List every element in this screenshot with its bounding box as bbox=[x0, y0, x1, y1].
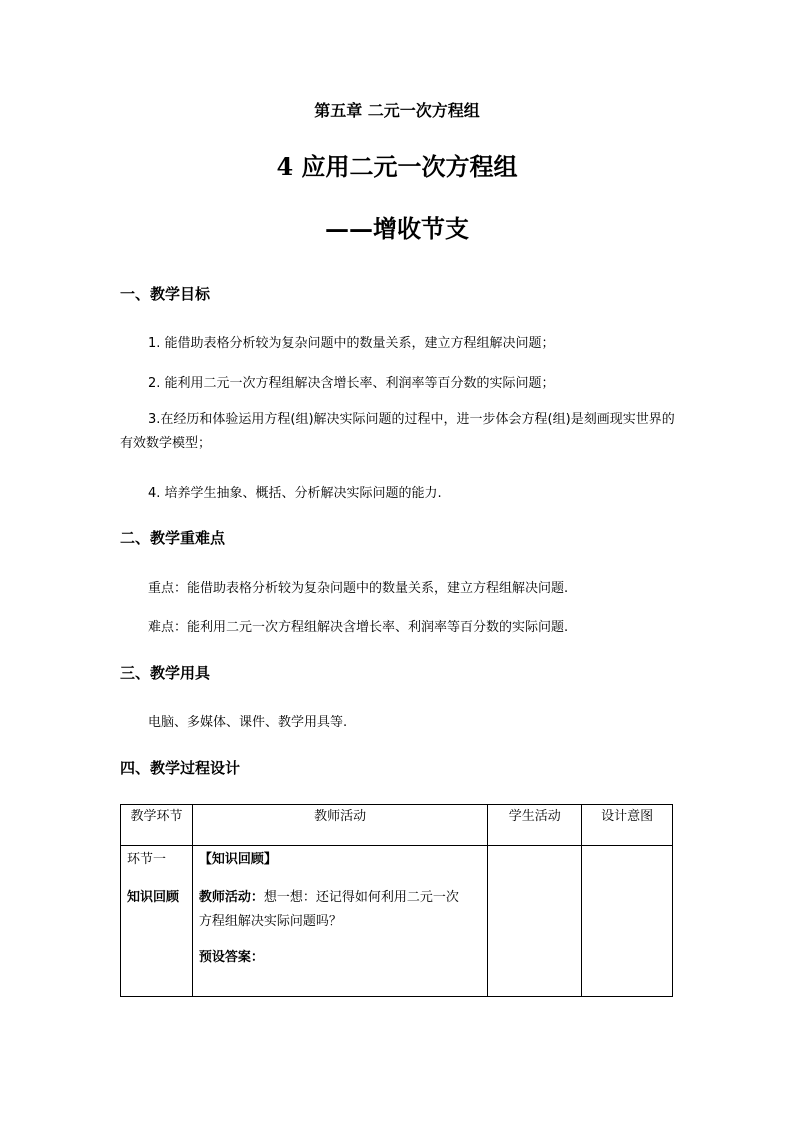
section-heading-goals: 一、教学目标 bbox=[120, 285, 211, 303]
preset-answer-label: 预设答案： bbox=[198, 950, 264, 965]
goal-item-3: 3.在经历和体验运用方程(组)解决实际问题的过程中，进一步体会方程(组)是刻画现实世界的有效数学模型； bbox=[120, 412, 675, 451]
table-row bbox=[121, 846, 673, 997]
table-header-row bbox=[121, 805, 673, 846]
header-student-activity: 学生活动 bbox=[488, 805, 582, 846]
section-heading-process: 四、教学过程设计 bbox=[120, 759, 241, 777]
stage-name: 知识回顾 bbox=[127, 890, 180, 905]
teacher-activity-line-1 bbox=[199, 888, 481, 912]
teacher-activity-question: 想一想：还记得如何利用二元一次 bbox=[263, 890, 459, 905]
teacher-activity-cell bbox=[192, 846, 487, 997]
student-activity-cell bbox=[488, 846, 582, 997]
knowledge-review-tag: 【知识回顾】 bbox=[198, 852, 277, 867]
teacher-activity-line-2: 方程组解决实际问题吗？ bbox=[198, 914, 342, 929]
goal-item-2: 2. 能利用二元一次方程组解决含增长率、利润率等百分数的实际问题； bbox=[148, 376, 555, 391]
section-heading-key-points: 二、教学重难点 bbox=[120, 529, 226, 547]
lesson-title: 4 应用二元一次方程组 bbox=[276, 152, 518, 181]
teacher-activity-label: 教师活动： bbox=[198, 890, 264, 905]
key-point-difficulty: 难点：能利用二元一次方程组解决含增长率、利润率等百分数的实际问题. bbox=[148, 620, 569, 635]
chapter-heading: 第五章 二元一次方程组 bbox=[314, 101, 480, 120]
goal-item-4: 4. 培养学生抽象、概括、分析解决实际问题的能力. bbox=[148, 486, 442, 501]
stage-cell bbox=[121, 846, 193, 997]
stage-number: 环节一 bbox=[127, 852, 167, 867]
header-design-intent: 设计意图 bbox=[582, 805, 673, 846]
design-intent-cell bbox=[582, 846, 673, 997]
header-teacher-activity: 教师活动 bbox=[192, 805, 487, 846]
tools-text: 电脑、多媒体、课件、教学用具等. bbox=[148, 715, 348, 730]
header-stage: 教学环节 bbox=[121, 805, 193, 846]
lesson-subtitle: ——增收节支 bbox=[325, 214, 469, 243]
goal-item-1: 1. 能借助表格分析较为复杂问题中的数量关系，建立方程组解决问题； bbox=[148, 336, 555, 351]
key-point-focus: 重点：能借助表格分析较为复杂问题中的数量关系，建立方程组解决问题. bbox=[148, 581, 569, 596]
lesson-process-table bbox=[120, 804, 673, 997]
section-heading-tools: 三、教学用具 bbox=[120, 664, 211, 682]
